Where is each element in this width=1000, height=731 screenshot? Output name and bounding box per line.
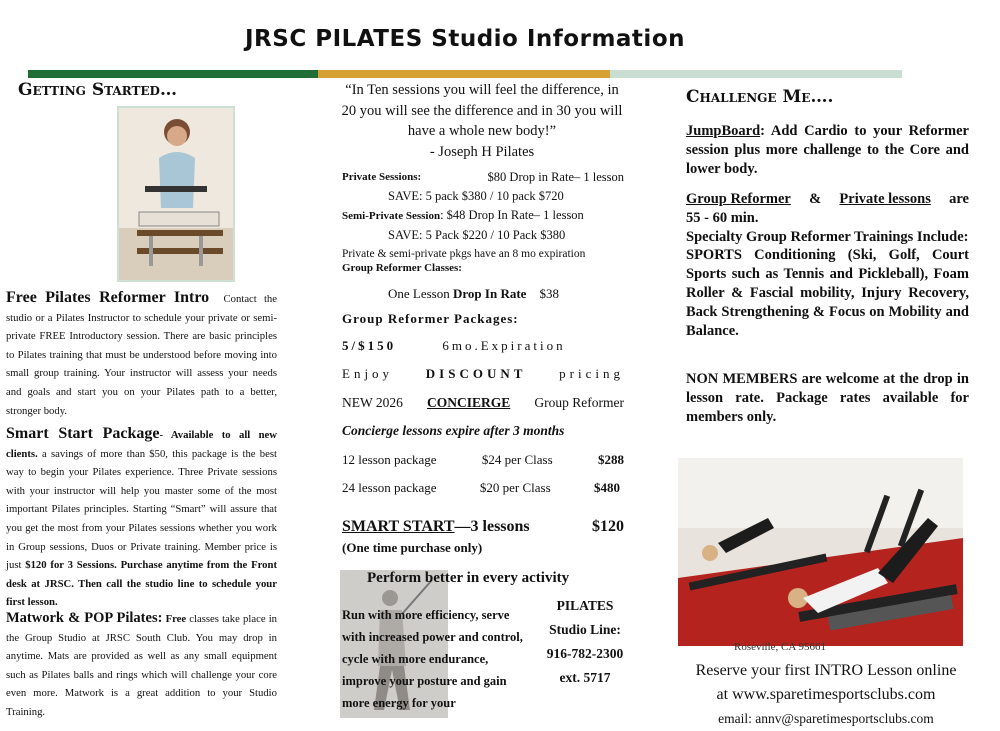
smart-start-label: SMART START bbox=[342, 518, 455, 535]
package-24-price: $480 bbox=[594, 480, 620, 495]
private-lessons-link: Private lessons bbox=[839, 191, 931, 207]
group-private-section bbox=[686, 190, 969, 340]
semi-private-save: SAVE: 5 Pack $220 / 10 Pack $380 bbox=[388, 228, 566, 242]
smart-start-price-text: $120 for 3 Sessions. Purchase anytime from the Front desk at JRSC. Then call the studio line to schedule your first lesson. bbox=[6, 559, 277, 609]
free-intro-text: Contact the studio or a Pilates Instructor to schedule your private or semi-private FREE Introductory session. There are basic principles to Pilates training that must be understood before moving into small group training. Your instructor will assess your needs and goals and start you on your Pilates path to a better, stronger body. bbox=[6, 293, 277, 417]
smart-start-text: a savings of more than $50, this package is the best way to begin your Pilates experience. Three Private sessions with your instructor will help you master some of the most important Pilates principles. Starting “Smart” will assure that you get the most from your Pilates sessions whether you work in Group sessions, Duos or Private training. Member price is just bbox=[6, 447, 278, 572]
group-packages-label: Group Reformer Packages: bbox=[342, 311, 519, 326]
and-text: & bbox=[809, 191, 822, 207]
studio-line-pilates: PILATES bbox=[556, 598, 614, 613]
sports-conditioning: SPORTS Conditioning (Ski, Golf, Court Sports such as Tennis and Pickleball), Foam Roller & Fascial mobility, Injury Recovery, Back Strengthening & Focus on Mobility and Balance. bbox=[686, 247, 969, 339]
smart-start-bold: - Available to all new clients. bbox=[6, 429, 277, 460]
smart-start-lessons: —3 lessons bbox=[454, 518, 530, 535]
concierge-expire: Concierge lessons expire after 3 months bbox=[342, 423, 565, 438]
reformer-class-photo bbox=[678, 458, 963, 646]
color-bar-gold bbox=[318, 70, 610, 78]
website-link[interactable]: at www.sparetimesportsclubs.com bbox=[716, 686, 936, 703]
enjoy-text: Enjoy bbox=[342, 366, 394, 381]
smart-start-title: Smart Start Package bbox=[6, 425, 160, 442]
smart-start-price: $120 bbox=[592, 518, 624, 535]
matwork-section bbox=[6, 609, 277, 722]
page-title: JRSC PILATES Studio Information bbox=[245, 26, 685, 52]
package-12-price: $288 bbox=[598, 452, 624, 467]
studio-line-block bbox=[537, 594, 633, 690]
specialty-trainings: Specialty Group Reformer Trainings Include: bbox=[686, 228, 969, 245]
session-rates bbox=[342, 168, 624, 264]
package-expiration: Private & semi-private pkgs have an 8 mo expiration bbox=[342, 248, 586, 260]
one-lesson-row bbox=[388, 286, 559, 302]
package-12-row bbox=[342, 452, 624, 468]
one-lesson-label: One Lesson bbox=[388, 286, 450, 301]
jumpboard-title: JumpBoard bbox=[686, 123, 761, 139]
group-classes-label: Group Reformer Classes: bbox=[342, 262, 462, 274]
are-text: are bbox=[949, 191, 969, 207]
quote-text: “In Ten sessions you will feel the difference, in 20 you will see the difference and in 30 you will have a whole new body!” bbox=[341, 82, 623, 139]
package-24-row bbox=[342, 480, 620, 496]
discount-text: DISCOUNT bbox=[425, 366, 527, 381]
email-link[interactable]: email: annv@sparetimesportsclubs.com bbox=[718, 711, 934, 726]
reserve-text: Reserve your first INTRO Lesson online bbox=[695, 662, 957, 679]
smart-start-section bbox=[6, 425, 277, 612]
challenge-me-heading: Challenge Me…. bbox=[686, 87, 834, 107]
package-5-expiration: 6mo.Expiration bbox=[442, 338, 566, 353]
package-5-price: 5/$150 bbox=[342, 338, 397, 353]
drop-in-price: $38 bbox=[539, 286, 559, 301]
package-24-label: 24 lesson package bbox=[342, 480, 437, 495]
one-time-purchase: (One time purchase only) bbox=[342, 540, 483, 555]
private-sessions-rate: $80 Drop in Rate– 1 lesson bbox=[487, 170, 624, 184]
matwork-free: Free bbox=[165, 613, 187, 625]
studio-line-label: Studio Line: bbox=[549, 622, 621, 637]
matwork-title: Matwork & POP Pilates: bbox=[6, 610, 163, 626]
color-bar-green bbox=[28, 70, 318, 78]
lesson-duration: 55 - 60 min. bbox=[686, 209, 759, 226]
group-reformer-link: Group Reformer bbox=[686, 191, 791, 207]
concierge-group-reformer: Group Reformer bbox=[534, 395, 624, 410]
matwork-text: classes take place in the Group Studio at JRSC South Club. You may drop in anytime. Mats are provided as well as any small equipment such as Pilates balls and rings which will challenge your core even more. Matwork is a great addition to your Studio Training. bbox=[6, 613, 278, 718]
private-save: SAVE: 5 pack $380 / 10 pack $720 bbox=[388, 189, 564, 203]
discount-row bbox=[342, 366, 624, 382]
jumpboard-section bbox=[686, 122, 969, 178]
smart-start-row bbox=[342, 518, 624, 536]
concierge-text: CONCIERGE bbox=[427, 395, 511, 410]
run-efficiency-text: Run with more efficiency, serve with increased power and control, cycle with more endurance, improve your posture and gain more energy for your bbox=[342, 608, 523, 710]
semi-private-rate: : $48 Drop In Rate– 1 lesson bbox=[440, 208, 584, 222]
non-members-text: NON MEMBERS are welcome at the drop in lesson rate. Package rates available for members only. bbox=[686, 371, 969, 425]
pricing-text: pricing bbox=[559, 366, 624, 381]
color-bar-sage bbox=[610, 70, 902, 78]
studio-ext: ext. 5717 bbox=[559, 670, 611, 685]
package-12-per-class: $24 per Class bbox=[481, 452, 553, 467]
pilates-quote bbox=[340, 80, 624, 162]
studio-phone: 916-782-2300 bbox=[546, 646, 624, 661]
pilates-reformer-photo bbox=[117, 106, 235, 282]
getting-started-heading: Getting Started… bbox=[18, 80, 177, 100]
free-intro-title: Free Pilates Reformer Intro bbox=[6, 289, 210, 306]
perform-better-heading: Perform better in every activity bbox=[367, 570, 570, 586]
quote-author: - Joseph H Pilates bbox=[429, 143, 535, 160]
concierge-row bbox=[342, 395, 624, 411]
address-text: Roseville, CA 95661 bbox=[734, 641, 826, 653]
jumpboard-text: : Add Cardio to your Reformer session plus more challenge to the Core and lower body. bbox=[686, 123, 969, 177]
package-12-label: 12 lesson package bbox=[342, 452, 437, 467]
free-intro-section bbox=[6, 289, 277, 420]
new-2026-text: NEW 2026 bbox=[342, 395, 403, 410]
private-sessions-label: Private Sessions: bbox=[342, 171, 422, 183]
reserve-block bbox=[670, 659, 982, 731]
drop-in-label: Drop In Rate bbox=[453, 286, 527, 301]
semi-private-label: Semi-Private Session bbox=[342, 210, 441, 222]
package-5-row bbox=[342, 338, 624, 354]
package-24-per-class: $20 per Class bbox=[479, 480, 551, 495]
